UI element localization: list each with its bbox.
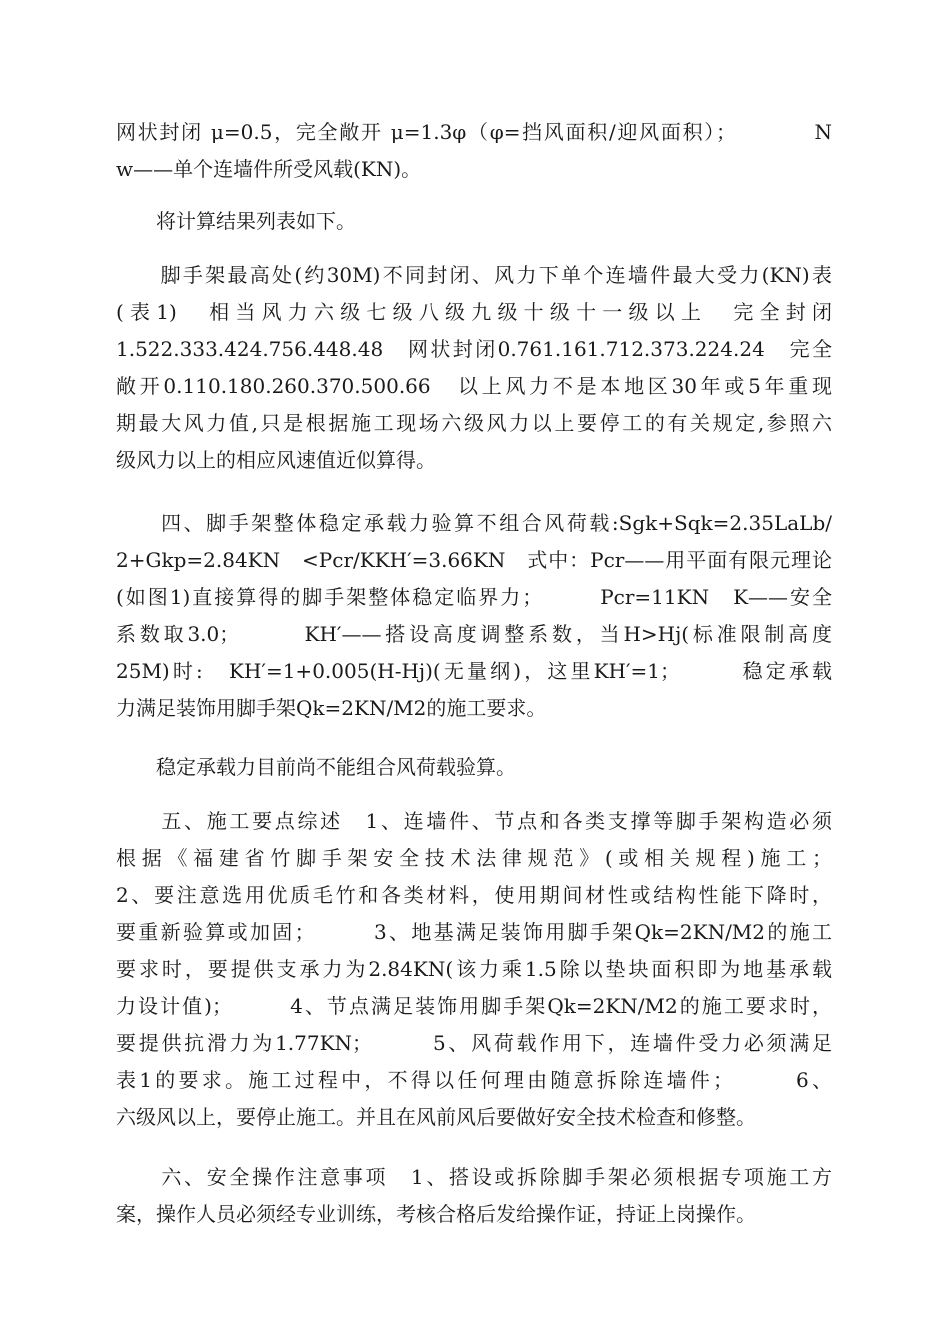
text-line: 力满足装饰用脚手架Qk=2KN/M2的施工要求。	[116, 696, 547, 720]
text-line: 25M)时: KH′=1+0.005(H-Hj)(无量纲)，这里KH′=1； 稳定承载	[116, 659, 832, 683]
paragraph-section-5-construction	[116, 803, 832, 1136]
text-line: 要重新验算或加固； 3、地基满足装饰用脚手架Qk=2KN/M2的施工	[116, 920, 832, 944]
paragraph-table-1	[116, 257, 832, 479]
paragraph-section-4-stability	[116, 505, 832, 727]
text-line: 案，操作人员必须经专业训练，考核合格后发给操作证，持证上岗操作。	[116, 1202, 756, 1226]
text-line: 六级风以上，要停止施工。并且在风前风后要做好安全技术检查和修整。	[116, 1105, 756, 1129]
text-line: 脚手架最高处(约30M)不同封闭、风力下单个连墙件最大受力(KN)表	[116, 263, 832, 287]
text-line: 根据《福建省竹脚手架安全技术法律规范》(或相关规程)施工；	[116, 846, 832, 870]
text-line: 四、脚手架整体稳定承载力验算不组合风荷载:Sgk+Sqk=2.35LaLb/	[116, 511, 832, 535]
text-line: 2、要注意选用优质毛竹和各类材料，使用期间材性或结构性能下降时，	[116, 883, 832, 907]
text-line: 2+Gkp=2.84KN <Pcr/KKH′=3.66KN 式中：Pcr——用平面有限元理论	[116, 548, 832, 572]
text-line: 表1的要求。施工过程中，不得以任何理由随意拆除连墙件； 6、	[116, 1068, 832, 1092]
text-line: 六、安全操作注意事项 1、搭设或拆除脚手架必须根据专项施工方	[116, 1165, 832, 1189]
text-line: 将计算结果列表如下。	[116, 209, 356, 233]
text-line: 期最大风力值,只是根据施工现场六级风力以上要停工的有关规定,参照六	[116, 411, 832, 435]
paragraph-wind-coefficient	[116, 114, 832, 188]
text-line: 1.522.333.424.756.448.48 网状封闭0.761.161.712.373.224.24 完全	[116, 337, 832, 361]
paragraph-stability-note	[116, 749, 832, 786]
text-line: w——单个连墙件所受风载(KN)。	[116, 157, 422, 181]
text-line: 敞开0.110.180.260.370.500.66 以上风力不是本地区30年或5年重现	[116, 374, 832, 398]
text-line: 稳定承载力目前尚不能组合风荷载验算。	[116, 755, 516, 779]
paragraph-section-6-safety	[116, 1159, 832, 1233]
text-line: 要提供抗滑力为1.77KN； 5、风荷载作用下，连墙件受力必须满足	[116, 1031, 832, 1055]
text-line: 五、施工要点综述 1、连墙件、节点和各类支撑等脚手架构造必须	[116, 809, 832, 833]
text-line: 要求时，要提供支承力为2.84KN(该力乘1.5除以垫块面积即为地基承载	[116, 957, 832, 981]
paragraph-results-intro	[116, 203, 832, 240]
text-line: (表1) 相当风力六级七级八级九级十级十一级以上 完全封闭	[116, 300, 832, 324]
text-line: 级风力以上的相应风速值近似算得。	[116, 448, 436, 472]
text-line: (如图1)直接算得的脚手架整体稳定临界力； Pcr=11KN K——安全	[116, 585, 832, 609]
text-line: 网状封闭 μ=0.5，完全敞开 μ=1.3φ（φ=挡风面积/迎风面积）； N	[116, 120, 832, 144]
text-line: 力设计值)； 4、节点满足装饰用脚手架Qk=2KN/M2的施工要求时，	[116, 994, 832, 1018]
text-line: 系数取3.0； KH′——搭设高度调整系数，当H>Hj(标准限制高度	[116, 622, 832, 646]
